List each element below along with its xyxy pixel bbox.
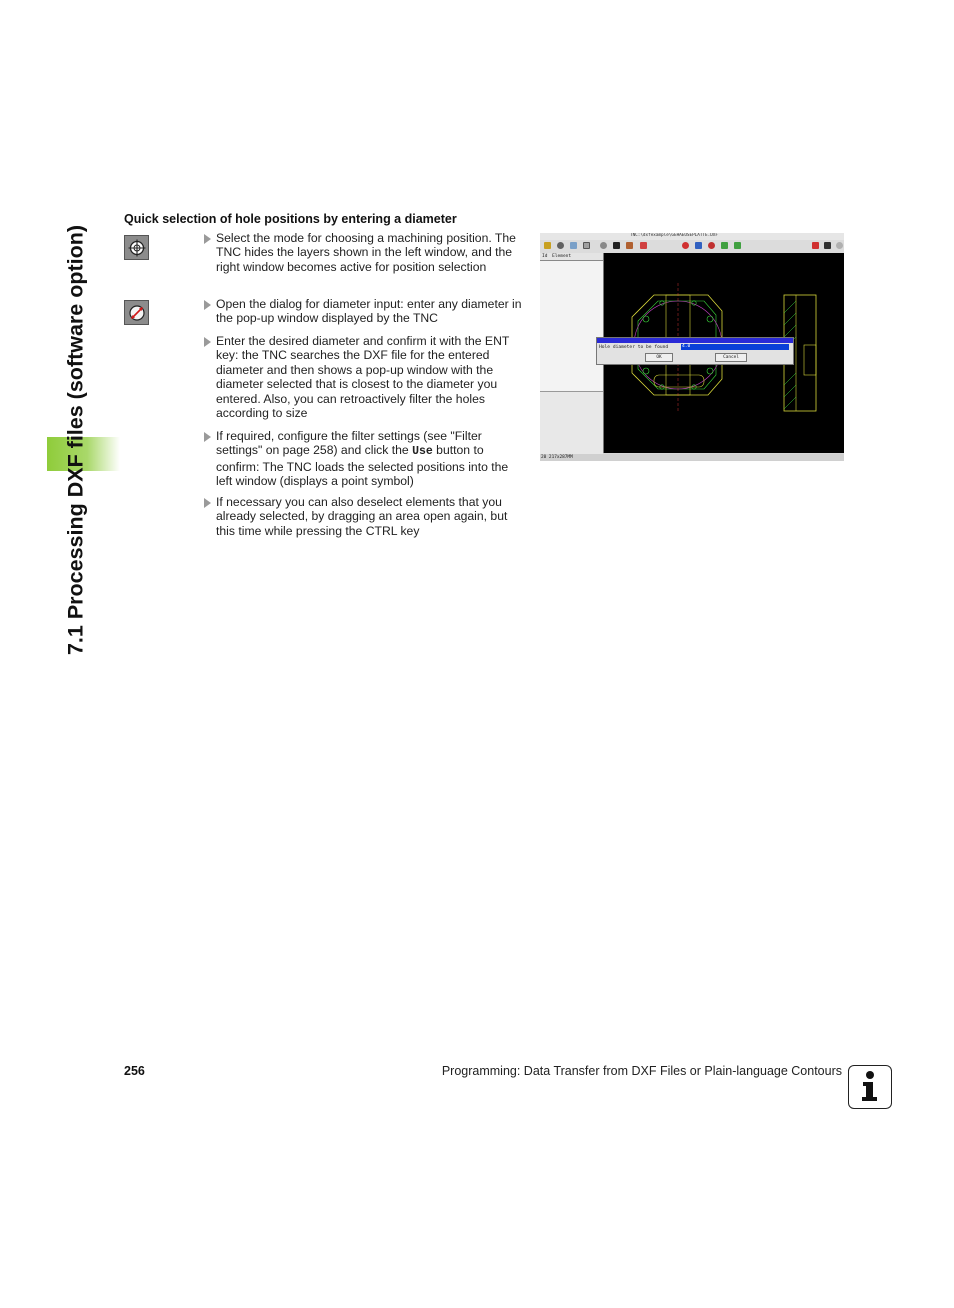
diameter-label: Hole diameter to be found <box>599 345 669 350</box>
list-item: If required, configure the filter settings (see "Filter settings" on page 258) and click the Use button to confirm: The TNC loads the selected positions into the left window (displays a point symbol) <box>204 429 522 489</box>
info-icon <box>848 1065 892 1109</box>
column-element: Element <box>552 254 572 259</box>
status-bar <box>540 454 844 461</box>
cancel-button[interactable]: Cancel <box>715 353 747 362</box>
tnc-screenshot <box>540 233 844 461</box>
open-file-icon[interactable] <box>544 242 551 249</box>
bullet-arrow-icon <box>204 337 211 347</box>
diameter-icon[interactable] <box>708 242 715 249</box>
remove-icon[interactable] <box>640 242 647 249</box>
diameter-input-icon <box>124 300 149 325</box>
grid-icon[interactable] <box>695 242 702 249</box>
column-id: Id <box>542 254 548 259</box>
page-number: 256 <box>124 1064 145 1078</box>
element-list-pane <box>540 253 604 453</box>
crosshair-mode-icon <box>124 235 149 260</box>
list-item: Select the mode for choosing a machining position. The TNC hides the layers shown in the left window, and the right window becomes active for position selection <box>204 231 522 274</box>
dialog-titlebar <box>597 338 793 343</box>
list-item: Open the dialog for diameter input: enter any diameter in the pop-up window displayed by the TNC <box>204 297 522 326</box>
bullet-arrow-icon <box>204 300 211 310</box>
window-titlebar <box>540 233 844 240</box>
status-text: 20 217x287MM <box>541 455 573 460</box>
list-item: Enter the desired diameter and confirm it with the ENT key: the TNC searches the DXF file for the entered diameter and then shows a pop-up window with the diameter selected that is closest to the diameter you entered. Also, you can retroactively filter the holes according to size <box>204 334 522 420</box>
save-icon[interactable] <box>824 242 831 249</box>
section-heading: Quick selection of hole positions by entering a diameter <box>124 212 457 226</box>
element-list-header <box>540 253 603 261</box>
chapter-title: 7.1 Processing DXF files (software option) <box>63 224 88 656</box>
exit-icon[interactable] <box>812 242 819 249</box>
arrow-up-icon[interactable] <box>734 242 741 249</box>
footer-chapter-text: Programming: Data Transfer from DXF Files or Plain-language Contours <box>441 1064 842 1078</box>
toolbar <box>540 240 844 254</box>
arrow-right-icon[interactable] <box>721 242 728 249</box>
bullet-arrow-icon <box>204 234 211 244</box>
contour-icon[interactable] <box>570 242 577 249</box>
list-item: If necessary you can also deselect elements that you already selected, by dragging an area open again, but this time while pressing the CTRL key <box>204 495 522 538</box>
settings-icon[interactable] <box>836 242 843 249</box>
diameter-dialog <box>596 337 794 365</box>
bullet-arrow-icon <box>204 498 211 508</box>
zoom-icon[interactable] <box>600 242 607 249</box>
element-details-pane <box>540 391 603 454</box>
use-button-reference: Use <box>412 445 433 459</box>
diameter-value: 4.0 <box>682 344 691 349</box>
window-title: TNC:\dxfexample\GEHAEUSEPLATTE.DXF <box>630 233 718 238</box>
select-icon[interactable] <box>613 242 620 249</box>
diameter-input[interactable] <box>681 344 789 350</box>
position-mode-icon[interactable] <box>583 242 590 249</box>
select-point-icon[interactable] <box>682 242 689 249</box>
edit-icon[interactable] <box>626 242 633 249</box>
layer-icon[interactable] <box>557 242 564 249</box>
bullet-arrow-icon <box>204 432 211 442</box>
ok-button[interactable]: OK <box>645 353 673 362</box>
